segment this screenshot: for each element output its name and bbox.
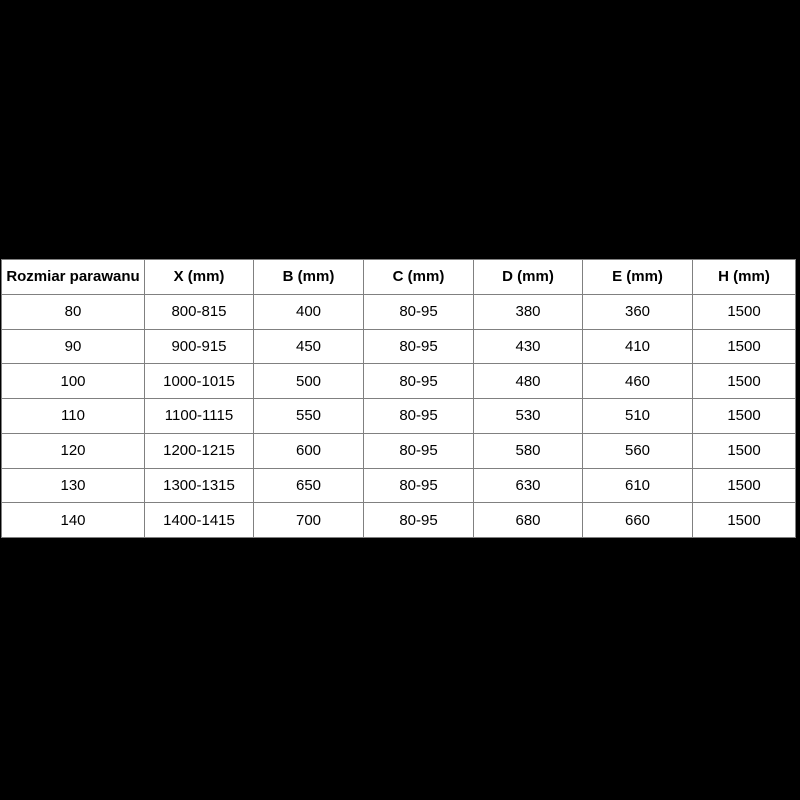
table-cell: 1400-1415 — [145, 503, 254, 538]
table-cell: 630 — [474, 468, 583, 503]
table-row — [2, 294, 796, 329]
table-cell: 80-95 — [364, 294, 474, 329]
table-cell: 120 — [2, 433, 145, 468]
table-cell: 1000-1015 — [145, 364, 254, 399]
table-cell: 1500 — [693, 399, 796, 434]
table-row — [2, 468, 796, 503]
table-cell: 900-915 — [145, 329, 254, 364]
table-cell: 1500 — [693, 364, 796, 399]
table-cell: 360 — [583, 294, 693, 329]
table-cell: 560 — [583, 433, 693, 468]
header-cell: C (mm) — [364, 260, 474, 295]
table-cell: 600 — [254, 433, 364, 468]
header-cell: D (mm) — [474, 260, 583, 295]
table-cell: 1500 — [693, 294, 796, 329]
dimensions-table — [1, 259, 796, 538]
table-cell: 580 — [474, 433, 583, 468]
table-cell: 140 — [2, 503, 145, 538]
table-cell: 530 — [474, 399, 583, 434]
table-cell: 1500 — [693, 468, 796, 503]
table-cell: 1100-1115 — [145, 399, 254, 434]
table-cell: 610 — [583, 468, 693, 503]
table-header — [2, 260, 796, 295]
table-cell: 650 — [254, 468, 364, 503]
header-cell: E (mm) — [583, 260, 693, 295]
table-row — [2, 329, 796, 364]
table-cell: 130 — [2, 468, 145, 503]
table-cell: 510 — [583, 399, 693, 434]
table-cell: 1500 — [693, 433, 796, 468]
table-row — [2, 364, 796, 399]
table-cell: 80-95 — [364, 468, 474, 503]
table-cell: 1300-1315 — [145, 468, 254, 503]
header-cell: B (mm) — [254, 260, 364, 295]
table-cell: 100 — [2, 364, 145, 399]
header-cell: X (mm) — [145, 260, 254, 295]
table-cell: 680 — [474, 503, 583, 538]
table-cell: 80 — [2, 294, 145, 329]
table-cell: 500 — [254, 364, 364, 399]
table-row — [2, 399, 796, 434]
table-cell: 660 — [583, 503, 693, 538]
table-cell: 380 — [474, 294, 583, 329]
table-cell: 700 — [254, 503, 364, 538]
table-cell: 80-95 — [364, 399, 474, 434]
header-cell: Rozmiar parawanu — [2, 260, 145, 295]
table-cell: 1500 — [693, 503, 796, 538]
table-cell: 460 — [583, 364, 693, 399]
table-row — [2, 433, 796, 468]
table-row — [2, 503, 796, 538]
table-cell: 450 — [254, 329, 364, 364]
table-cell: 80-95 — [364, 503, 474, 538]
table-body — [2, 294, 796, 537]
table-cell: 410 — [583, 329, 693, 364]
table-cell: 1200-1215 — [145, 433, 254, 468]
table-header-row — [2, 260, 796, 295]
table-cell: 550 — [254, 399, 364, 434]
table-cell: 80-95 — [364, 329, 474, 364]
table-cell: 430 — [474, 329, 583, 364]
header-cell: H (mm) — [693, 260, 796, 295]
table-cell: 800-815 — [145, 294, 254, 329]
table-cell: 1500 — [693, 329, 796, 364]
table-cell: 80-95 — [364, 364, 474, 399]
table-cell: 80-95 — [364, 433, 474, 468]
table-cell: 110 — [2, 399, 145, 434]
table-cell: 90 — [2, 329, 145, 364]
table-cell: 400 — [254, 294, 364, 329]
table-cell: 480 — [474, 364, 583, 399]
